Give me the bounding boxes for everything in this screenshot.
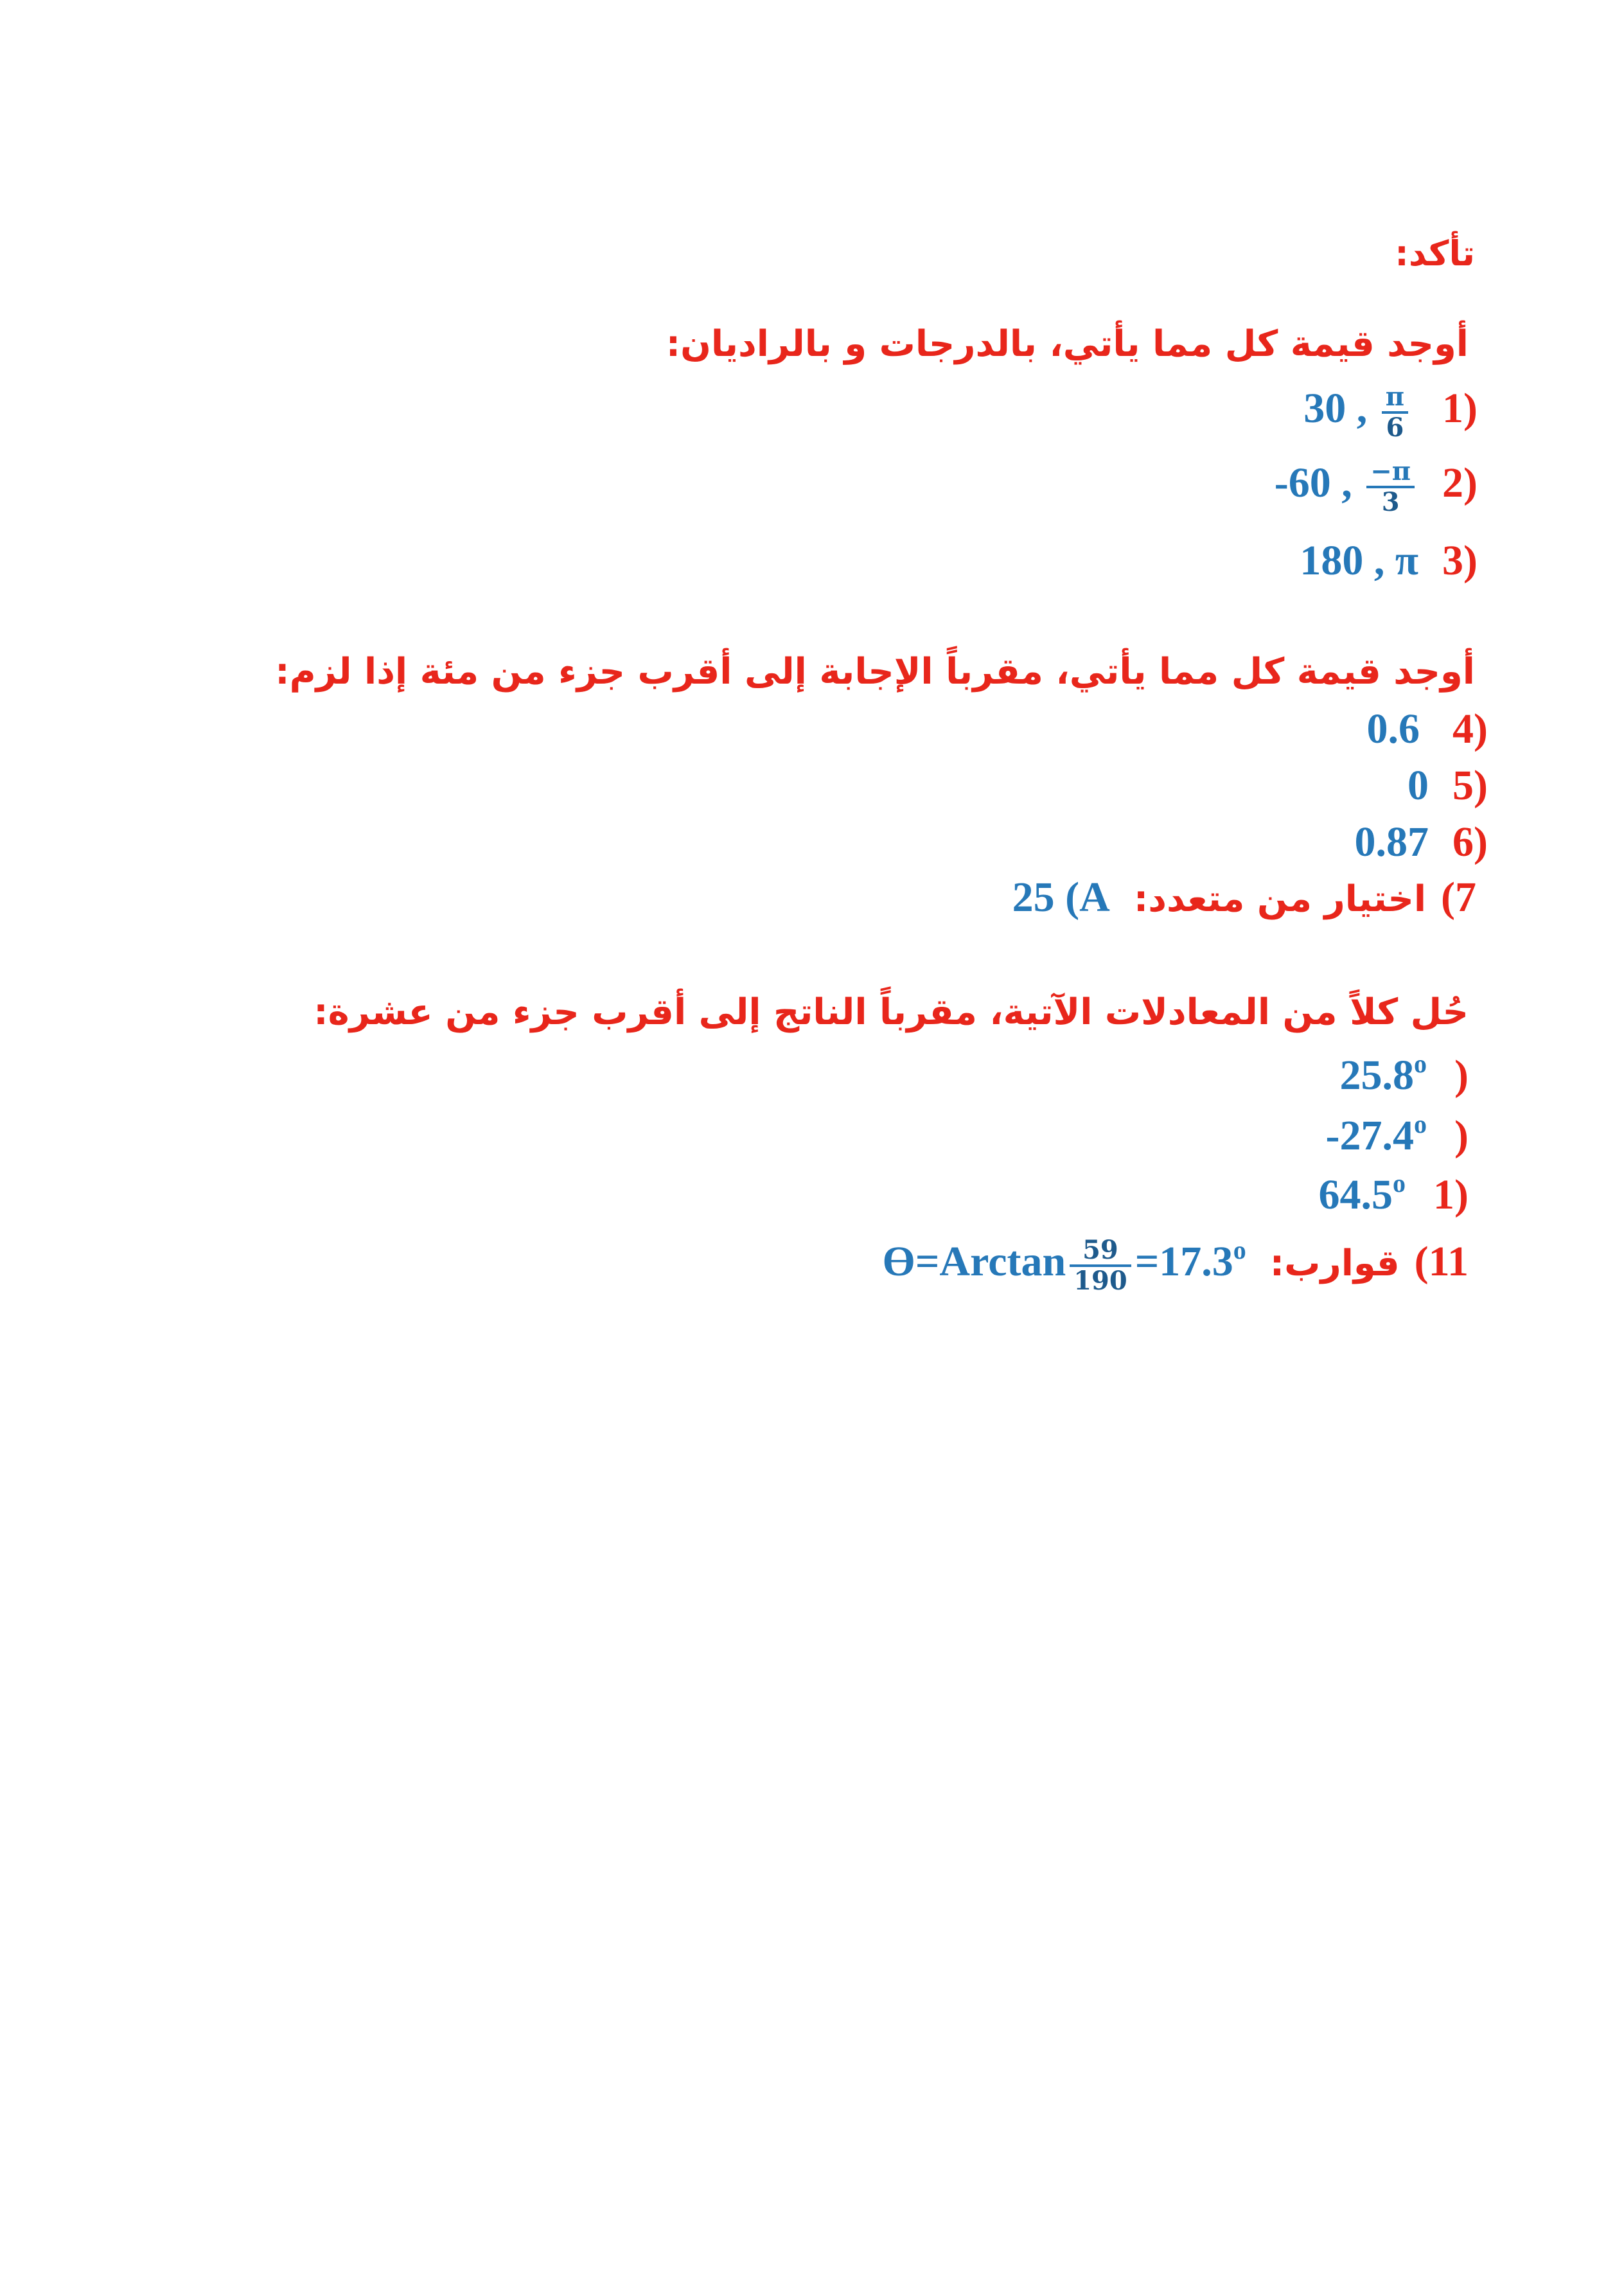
item-7-number: 7) bbox=[1441, 874, 1476, 921]
item-5-number: (5 bbox=[1452, 762, 1488, 809]
item-11-label: قوارب: bbox=[1269, 1243, 1400, 1285]
item-1-number: (1 bbox=[1442, 385, 1478, 432]
item-3-answer: 180 , π bbox=[1300, 537, 1419, 584]
item-11-fraction bbox=[1070, 1236, 1131, 1295]
item-7-answer: 25 (A bbox=[1012, 874, 1110, 921]
item-1-numerator: π bbox=[1382, 383, 1408, 414]
item-10-number: (1 bbox=[1433, 1171, 1469, 1218]
item-4 bbox=[1367, 707, 1488, 750]
item-7-label: اختيار من متعدد: bbox=[1133, 878, 1427, 920]
item-11-expr-suffix: =17.3 bbox=[1134, 1238, 1233, 1286]
item-10-answer bbox=[1319, 1171, 1406, 1216]
item-9-degree-sign: o bbox=[1414, 1110, 1427, 1139]
item-2-degrees: -60 , bbox=[1274, 459, 1352, 507]
item-2-numerator: −π bbox=[1366, 457, 1415, 488]
item-5 bbox=[1408, 763, 1488, 807]
item-11-number: 11) bbox=[1414, 1238, 1469, 1286]
item-11-degree-sign: o bbox=[1233, 1236, 1246, 1265]
item-2-answer bbox=[1275, 457, 1418, 517]
item-9 bbox=[1326, 1112, 1469, 1157]
section2-prompt: أوجد قيمة كل مما يأتي، مقرباً الإجابة إلى أقرب جزء من مئة إذا لزم: bbox=[275, 651, 1475, 693]
item-9-answer bbox=[1326, 1112, 1427, 1157]
item-9-number: ( bbox=[1454, 1112, 1469, 1159]
item-8-answer bbox=[1340, 1051, 1427, 1097]
item-5-answer: 0 bbox=[1408, 762, 1429, 809]
item-11 bbox=[882, 1236, 1469, 1295]
item-2-number: (2 bbox=[1442, 459, 1478, 507]
item-1-degrees: 30 , bbox=[1303, 385, 1368, 432]
item-10-degree-sign: o bbox=[1393, 1169, 1406, 1198]
item-6 bbox=[1355, 820, 1488, 864]
item-3-number: (3 bbox=[1442, 537, 1478, 584]
item-2 bbox=[1275, 457, 1478, 517]
item-8 bbox=[1340, 1051, 1469, 1097]
item-11-expr-prefix: Ɵ=Arctan bbox=[882, 1238, 1066, 1286]
section3-prompt: حُل كلاً من المعادلات الآتية، مقرباً الناتج إلى أقرب جزء من عشرة: bbox=[313, 991, 1469, 1033]
item-8-degree-sign: o bbox=[1414, 1049, 1427, 1078]
heading: تأكد: bbox=[1395, 233, 1475, 274]
item-6-number: (6 bbox=[1452, 819, 1488, 865]
item-11-answer bbox=[882, 1236, 1246, 1295]
item-9-value: -27.4 bbox=[1325, 1112, 1415, 1159]
item-3 bbox=[1300, 538, 1478, 582]
item-8-value: 25.8 bbox=[1339, 1052, 1415, 1099]
item-8-number: ( bbox=[1454, 1052, 1469, 1099]
item-10 bbox=[1319, 1171, 1469, 1216]
item-2-fraction bbox=[1366, 457, 1415, 517]
item-7 bbox=[1012, 875, 1476, 919]
item-11-denominator: 190 bbox=[1073, 1266, 1127, 1296]
item-11-numerator: 59 bbox=[1070, 1236, 1131, 1267]
item-10-value: 64.5 bbox=[1318, 1171, 1393, 1218]
item-6-answer: 0.87 bbox=[1354, 819, 1429, 865]
item-4-number: (4 bbox=[1452, 705, 1488, 752]
item-1-answer bbox=[1303, 383, 1412, 442]
item-1-denominator: 6 bbox=[1386, 412, 1404, 443]
item-2-denominator: 3 bbox=[1381, 487, 1400, 517]
item-1 bbox=[1303, 383, 1478, 442]
section1-prompt: أوجد قيمة كل مما يأتي، بالدرجات و بالراديان: bbox=[666, 323, 1469, 365]
item-4-answer: 0.6 bbox=[1366, 705, 1420, 752]
item-1-fraction bbox=[1382, 383, 1408, 442]
